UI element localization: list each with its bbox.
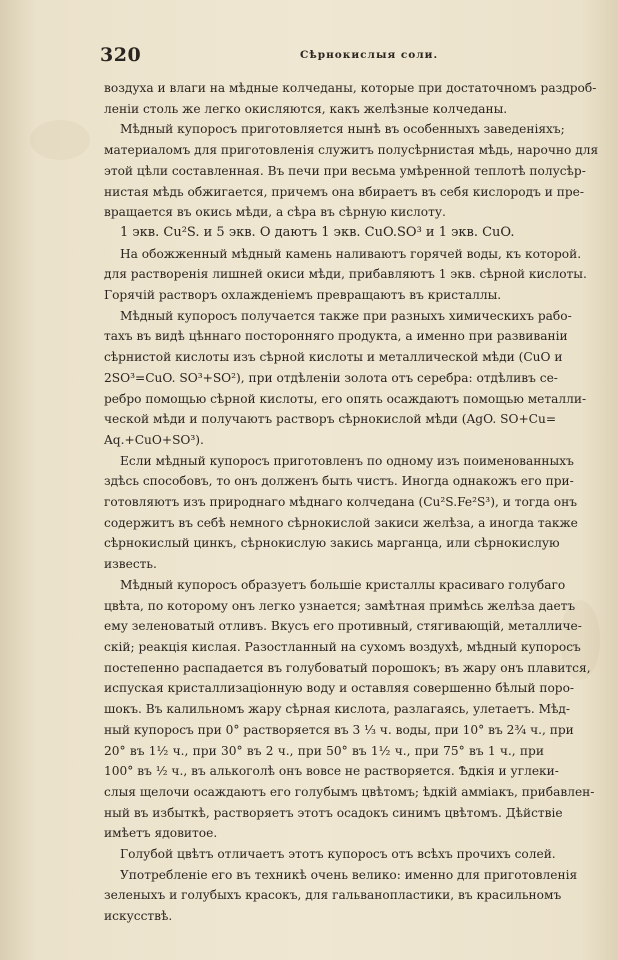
- paper-stain: [30, 120, 90, 160]
- running-head: Сѣрнокислыя соли.: [300, 49, 439, 61]
- text-line: 2SO³=CuO. SO³+SO²), при отдѣленіи золота отъ серебра: отдѣливъ се-: [104, 370, 558, 385]
- text-line: тахъ въ видѣ цѣннаго посторонняго продукта, а именно при развиваніи: [104, 329, 568, 344]
- text-line: Мѣдный купоросъ образуетъ большіе кристаллы красиваго голубаго: [120, 577, 566, 592]
- text-line: ный купоросъ при 0° растворяется въ 3 ⅓ ч. воды, при 10° въ 2¾ ч., при: [104, 722, 574, 737]
- text-line: для растворенія лишней окиси мѣди, прибавляютъ 1 экв. сѣрной кислоты.: [104, 267, 587, 282]
- text-line: 20° въ 1½ ч., при 30° въ 2 ч., при 50° въ 1½ ч., при 75° въ 1 ч., при: [104, 743, 544, 758]
- text-line: материаломъ для приготовленія служитъ полусѣрнистая мѣдь, нарочно для: [104, 143, 599, 158]
- text-line: 100° въ ½ ч., въ алькоголѣ онъ вовсе не растворяется. Ѣдкія и углеки-: [104, 764, 559, 779]
- text-line: нистая мѣдь обжигается, причемъ она вбираетъ въ себя кислородъ и пре-: [104, 184, 584, 199]
- text-line: Горячій растворъ охлажденіемъ превращаютъ въ кристаллы.: [104, 288, 502, 303]
- text-line: воздуха и влаги на мѣдные колчеданы, которые при достаточномъ раздроб-: [104, 81, 597, 95]
- text-line: ему зеленоватый отливъ. Вкусъ его противный, стягивающій, металличе-: [104, 619, 582, 634]
- text-line: постепенно распадается въ голубоватый порошокъ; въ жару онъ плавится,: [104, 660, 591, 675]
- text-line: цвѣта, по которому онъ легко узнается; замѣтная примѣсь желѣза даетъ: [104, 598, 576, 613]
- text-line: Голубой цвѣтъ отличаетъ этотъ купоросъ отъ всѣхъ прочихъ солей.: [120, 847, 556, 862]
- text-line: имѣетъ ядовитое.: [104, 826, 218, 841]
- page-header: [100, 44, 537, 66]
- page-number: 320: [100, 44, 142, 66]
- text-line: сѣрнокислый цинкъ, сѣрнокислую закись марганца, или сѣрнокислую: [104, 536, 560, 551]
- body-text: [104, 78, 599, 927]
- text-line: этой цѣли составленная. Въ печи при весьма умѣренной теплотѣ полусѣр-: [104, 163, 586, 178]
- text-line: зеленыхъ и голубыхъ красокъ, для гальванопластики, въ красильномъ: [104, 888, 562, 903]
- text-line: Мѣдный купоросъ получается также при разныхъ химическихъ рабо-: [120, 308, 572, 323]
- text-line: скій; реакція кислая. Разостланный на сухомъ воздухѣ, мѣдный купоросъ: [104, 639, 581, 654]
- text-line: шокъ. Въ калильномъ жару сѣрная кислота, разлагаясь, улетаетъ. Мѣд-: [104, 702, 571, 717]
- text-line: Употребленіе его въ техникѣ очень велико: именно для приготовленія: [120, 867, 578, 882]
- text-line: сѣрнистой кислоты изъ сѣрной кислоты и металлической мѣди (CuO и: [104, 350, 563, 365]
- formula-line: 1 экв. Cu²S. и 5 экв. O даютъ 1 экв. CuO.SO³ и 1 экв. CuO.: [120, 224, 515, 240]
- text-line: известь.: [104, 557, 157, 572]
- text-line: испуская кристаллизаціонную воду и оставляя совершенно бѣлый поро-: [104, 681, 575, 696]
- text-line: готовляютъ изъ природнаго мѣднаго колчедана (Cu²S.Fe²S³), и тогда онъ: [104, 495, 578, 510]
- text-line: искусствѣ.: [104, 909, 173, 924]
- text-line: Aq.+CuO+SO³).: [104, 432, 204, 447]
- text-line: содержитъ въ себѣ немного сѣрнокислой закиси желѣза, а иногда также: [104, 515, 578, 530]
- text-line: вращается въ окись мѣди, а сѣра въ сѣрную кислоту.: [104, 205, 446, 220]
- text-line: Мѣдный купоросъ приготовляется нынѣ въ особенныхъ заведеніяхъ;: [120, 122, 565, 137]
- text-line: ребро помощью сѣрной кислоты, его опять осаждаютъ помощью металли-: [104, 391, 587, 406]
- text-line: ческой мѣди и получаютъ растворъ сѣрнокислой мѣди (AgO. SO+Cu=: [104, 412, 557, 427]
- text-line: ный въ избыткѣ, растворяетъ этотъ осадокъ синимъ цвѣтомъ. Дѣйствіе: [104, 805, 563, 820]
- text-line: слыя щелочи осаждаютъ его голубымъ цвѣтомъ; ѣдкій амміакъ, прибавлен-: [104, 784, 595, 799]
- text-line: здѣсь способовъ, то онъ долженъ быть чистъ. Иногда однакожъ его при-: [104, 474, 574, 489]
- text-line: леніи столь же легко окисляются, какъ желѣзные колчеданы.: [104, 101, 508, 116]
- text-line: На обожженный мѣдный камень наливаютъ горячей воды, къ которой.: [120, 246, 582, 261]
- text-line: Если мѣдный купоросъ приготовленъ по одному изъ поименованныхъ: [120, 453, 574, 468]
